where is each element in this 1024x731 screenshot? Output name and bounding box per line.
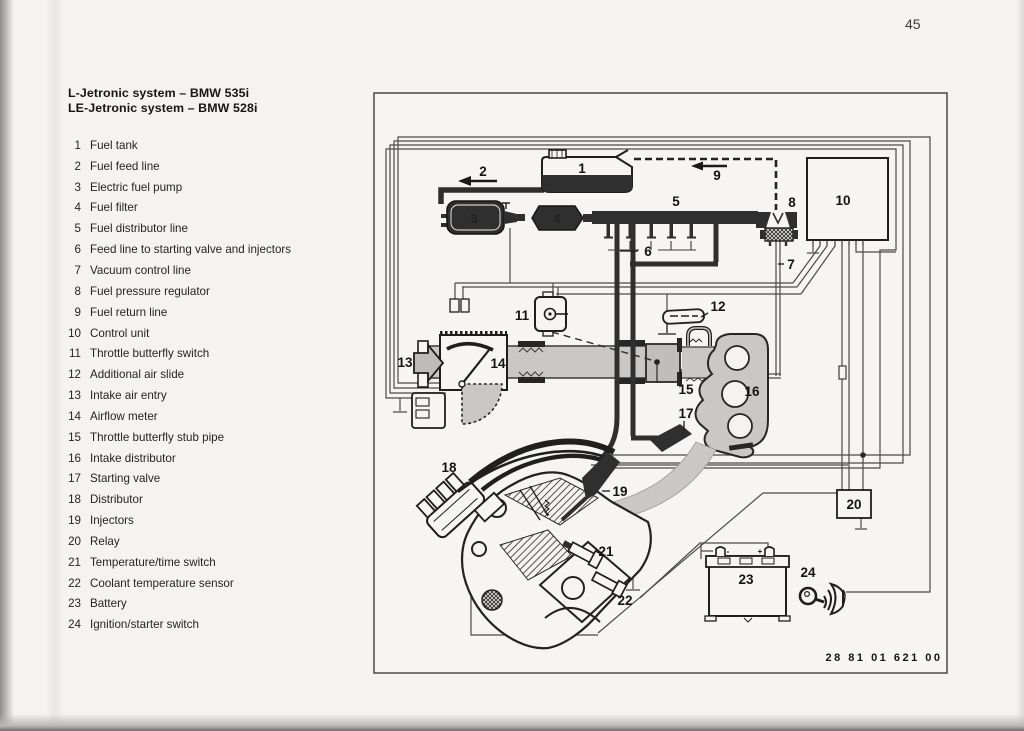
callout-4: 4 bbox=[553, 212, 561, 226]
legend-item: 19 Injectors bbox=[68, 514, 134, 528]
legend-item: 4 Fuel filter bbox=[74, 201, 138, 215]
legend-item: 11 Throttle butterfly switch bbox=[68, 347, 210, 361]
callout-6: 6 bbox=[644, 244, 652, 259]
legend-item: 13 Intake air entry bbox=[68, 389, 167, 403]
callout-10: 10 bbox=[835, 193, 851, 208]
legend-item: 8 Fuel pressure regulator bbox=[74, 284, 210, 298]
page-number: 45 bbox=[905, 16, 921, 32]
callout-9: 9 bbox=[713, 168, 721, 183]
callout-17: 17 bbox=[678, 406, 694, 421]
callout-19: 19 bbox=[612, 484, 628, 499]
callout-2: 2 bbox=[479, 164, 487, 179]
legend-item: 6 Feed line to starting valve and injectors bbox=[74, 243, 292, 257]
callout-24: 24 bbox=[800, 565, 816, 580]
title-line-2: LE-Jetronic system – BMW 528i bbox=[68, 100, 258, 115]
legend-item: 15 Throttle butterfly stub pipe bbox=[68, 430, 225, 444]
callout-1: 1 bbox=[578, 161, 586, 176]
legend-item: 20 Relay bbox=[68, 534, 120, 548]
throttle-stub-pipe bbox=[646, 344, 680, 382]
battery-minus-sign: - bbox=[726, 547, 730, 556]
legend-item: 14 Airflow meter bbox=[68, 409, 158, 423]
legend-item: 5 Fuel distributor line bbox=[74, 222, 188, 236]
legend-item: 21 Temperature/time switch bbox=[68, 555, 216, 569]
callout-21: 21 bbox=[598, 544, 614, 559]
legend-item: 18 Distributor bbox=[68, 493, 143, 507]
callout-15: 15 bbox=[678, 382, 694, 397]
callout-7: 7 bbox=[787, 257, 795, 272]
callout-3: 3 bbox=[470, 212, 478, 226]
callout-14: 14 bbox=[490, 356, 506, 371]
legend-item: 22 Coolant temperature sensor bbox=[68, 576, 234, 590]
callout-8: 8 bbox=[788, 195, 796, 210]
legend-item: 3 Electric fuel pump bbox=[74, 180, 183, 194]
legend-item: 16 Intake distributor bbox=[68, 451, 176, 465]
legend-item: 7 Vacuum control line bbox=[74, 263, 191, 277]
legend-item: 17 Starting valve bbox=[68, 472, 161, 486]
callout-23: 23 bbox=[738, 572, 754, 587]
title-line-1: L-Jetronic system – BMW 535i bbox=[68, 86, 250, 100]
legend-item: 12 Additional air slide bbox=[68, 368, 185, 382]
legend-item: 23 Battery bbox=[68, 597, 127, 611]
callout-11: 11 bbox=[514, 308, 530, 323]
callout-5: 5 bbox=[672, 194, 680, 209]
legend-item: 9 Fuel return line bbox=[74, 305, 168, 319]
callout-16: 16 bbox=[744, 384, 760, 399]
callout-12: 12 bbox=[710, 299, 726, 314]
legend-item: 1 Fuel tank bbox=[74, 138, 138, 152]
scan-edge-shadow-bottom bbox=[0, 714, 1024, 731]
fuel-tank bbox=[542, 150, 632, 192]
legend-item: 10 Control unit bbox=[68, 326, 150, 340]
callout-20: 20 bbox=[846, 497, 862, 512]
legend-item: 24 Ignition/starter switch bbox=[68, 618, 199, 632]
callout-22: 22 bbox=[617, 593, 633, 608]
legend-item: 2 Fuel feed line bbox=[74, 159, 160, 173]
diagram-part-number: 28 81 01 621 00 bbox=[825, 652, 943, 664]
callout-13: 13 bbox=[397, 355, 413, 370]
callout-18: 18 bbox=[441, 460, 457, 475]
battery-plus-sign: + bbox=[757, 547, 763, 556]
